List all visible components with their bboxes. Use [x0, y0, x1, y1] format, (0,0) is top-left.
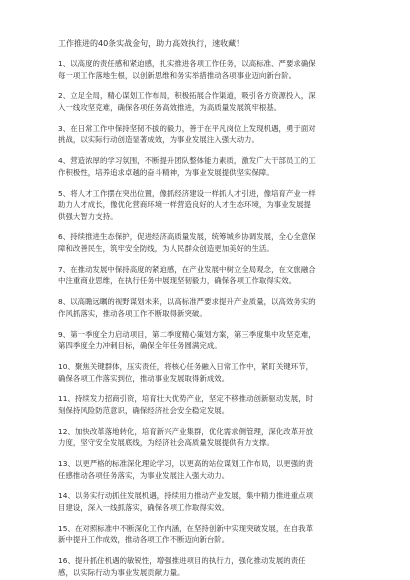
- list-item-line: 任感推动各项任务落实，为事业发展注入强大动力。: [58, 470, 230, 480]
- list-item: [58, 426, 386, 449]
- list-item: [58, 523, 386, 546]
- list-item-line: 确保各项工作落实到位，推动事业发展取得新成效。: [58, 373, 230, 383]
- list-item-line: 9、第一季度全力启动项目，第二季度精心策划方案，第三季度集中攻坚克难，: [58, 329, 316, 339]
- list-item-line: 刻保持风险防范意识，确保经济社会安全稳定发展。: [58, 405, 230, 415]
- list-item: [58, 58, 386, 81]
- list-item: [58, 490, 386, 513]
- list-item-line: 作积极性，培养追求卓越的奋斗精神，为事业发展提供坚实保障。: [58, 167, 274, 177]
- list-item-line: 障和改善民生，筑牢安全防线，为人民群众创造更加美好的生活。: [58, 244, 274, 254]
- list-item-line: 13、以更严格的标准深化理论学习，以更高的站位谋划工作布局，以更强的责: [58, 459, 314, 469]
- list-item-line: 中注重商业思维，在执行任务中展现坚韧毅力，确保各项工作取得实效。: [58, 276, 297, 286]
- list-item-line: 新中提升工作成效，推动各项工作不断迈向新台阶。: [58, 535, 230, 545]
- list-item-line: 15、在对照标准中不断深化工作内涵，在坚持创新中实现突破发展，在自我革: [58, 523, 314, 533]
- list-item-line: 11、持续发力招商引资，培育壮大优势产业，坚定不移推动创新驱动发展，时: [58, 394, 314, 404]
- document-title: 工作推进的40条实战金句，助力高效执行，速收藏！: [58, 39, 245, 48]
- list-item-line: 目建设，深入一线抓落实，确保各项工作取得实效。: [58, 503, 230, 513]
- list-item-line: 入一线攻坚克难，确保各项任务高效推进，为高质量发展筑牢根基。: [58, 102, 282, 112]
- list-item: [58, 90, 386, 113]
- list-item-line: 挑战，以实际行动创造显著成效，为事业发展注入强大动力。: [58, 135, 259, 145]
- list-item-line: 力度，坚守安全发展底线，为经济社会高质量发展提供有力支撑。: [58, 438, 274, 448]
- list-item-line: 10、聚焦关键群体，压实责任，将核心任务融入日常工作中，紧盯关键环节，: [58, 361, 314, 371]
- list-item-line: 第四季度全力冲刺目标，确保全年任务圆满完成。: [58, 341, 222, 351]
- list-item: [58, 264, 386, 287]
- list-item: [58, 361, 386, 384]
- list-item-line: 14、以务实行动抓住发展机遇，持续用力推动产业发展，集中精力推进重点项: [58, 491, 314, 501]
- list-item-line: 5、将人才工作摆在突出位置，像抓经济建设一样抓人才引进，像培育产业一样: [58, 188, 316, 198]
- list-item: [58, 155, 386, 178]
- list-item-line: 作风抓落实，推动各项工作不断取得新突破。: [58, 308, 207, 318]
- list-item-line: 供强大智力支持。: [58, 211, 118, 221]
- list-item: [58, 458, 386, 481]
- list-item: [58, 329, 386, 352]
- list-item-line: 助力人才成长，像优化营商环境一样营造良好的人才生态环境，为事业发展提: [58, 200, 311, 210]
- list-item-line: 1、以高度的责任感和紧迫感，扎实推进各项工作任务，以高标准、严要求确保: [58, 59, 316, 68]
- list-item-line: 感，以实际行动为事业发展贡献力量。: [58, 567, 185, 577]
- list-item: [58, 231, 386, 254]
- list-item: [58, 296, 386, 319]
- list-item-line: 4、营造浓厚的学习氛围，不断提升团队整体能力素质，激发广大干部员工的工: [58, 156, 316, 166]
- list-item-line: 2、立足全局，精心谋划工作布局，积极拓展合作渠道，吸引各方资源投入，深: [58, 91, 316, 101]
- list-item: [58, 188, 386, 223]
- list-item-line: 每一项工作落地生根，以创新思维和务实举措推动各项事业迈向新台阶。: [58, 70, 297, 80]
- item-list: [58, 58, 386, 578]
- list-item-line: 7、在推动发展中保持高度的紧迫感，在产业发展中树立全局观念，在文旅融合: [58, 264, 316, 274]
- list-item-line: 8、以高瞻远瞩的视野谋划未来，以高标准严要求提升产业质量，以高效务实的: [58, 297, 316, 307]
- list-item-line: 3、在日常工作中保持坚韧不拔的毅力，善于在平凡岗位上发现机遇，勇于面对: [58, 123, 316, 133]
- list-item-line: 16、提升抓住机遇的敏锐性，增强推进项目的执行力，强化推动发展的责任: [58, 556, 306, 566]
- list-item: [58, 555, 386, 578]
- list-item: [58, 393, 386, 416]
- list-item-line: 6、持续推进生态保护，促进经济高质量发展，统筹城乡协调发展，全心全意保: [58, 232, 316, 242]
- list-item-line: 12、加快改革落地转化，培育新兴产业集群，优化需求侧管理，深化改革开放: [58, 426, 314, 436]
- list-item: [58, 123, 386, 146]
